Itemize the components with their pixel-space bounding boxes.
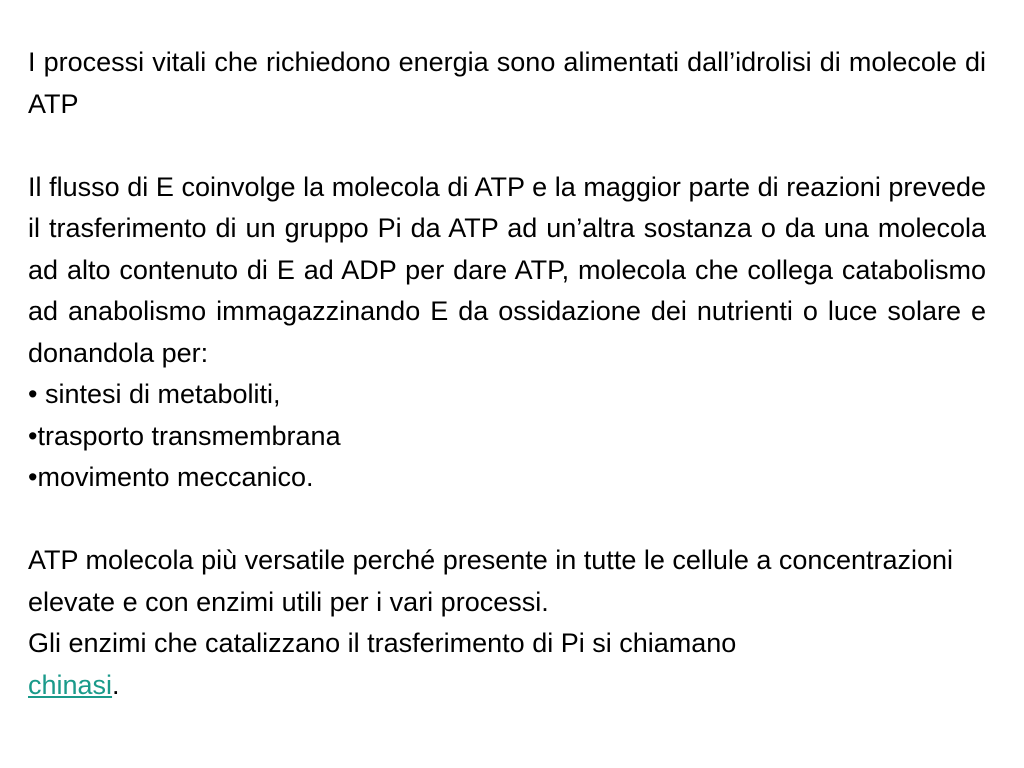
spacer	[28, 125, 986, 167]
chinasi-link[interactable]: chinasi	[28, 669, 113, 700]
paragraph-atp-versatile: ATP molecola più versatile perché presente in tutte le cellule a concentrazioni elevate e con enzimi utili per i vari processi.	[28, 545, 954, 617]
bullet-item-movement: •movimento meccanico.	[28, 462, 314, 492]
spacer	[28, 499, 986, 541]
paragraph-kinases-text: Gli enzimi che catalizzano il trasferimento di Pi si chiamano	[28, 628, 737, 658]
slide-content	[28, 42, 986, 706]
paragraph-kinases-period: .	[112, 669, 120, 700]
bullet-item-synthesis: • sintesi di metaboliti,	[28, 379, 281, 409]
paragraph-energy-flow: Il flusso di E coinvolge la molecola di ATP e la maggior parte di reazioni prevede il trasferimento di un gruppo Pi da ATP ad un’altra sostanza o da una molecola ad alto contenuto di E ad ADP per dare ATP, molecola che collega catabolismo ad anabolismo immagazzinando E da ossidazione dei nutrienti o luce solare e donandola per:	[28, 171, 986, 368]
bullet-item-transport: •trasporto transmembrana	[28, 420, 341, 451]
paragraph-kinases	[28, 623, 986, 706]
paragraph-atp-hydrolysis: I processi vitali che richiedono energia sono alimentati dall’idrolisi di molecole di ATP	[28, 47, 986, 119]
